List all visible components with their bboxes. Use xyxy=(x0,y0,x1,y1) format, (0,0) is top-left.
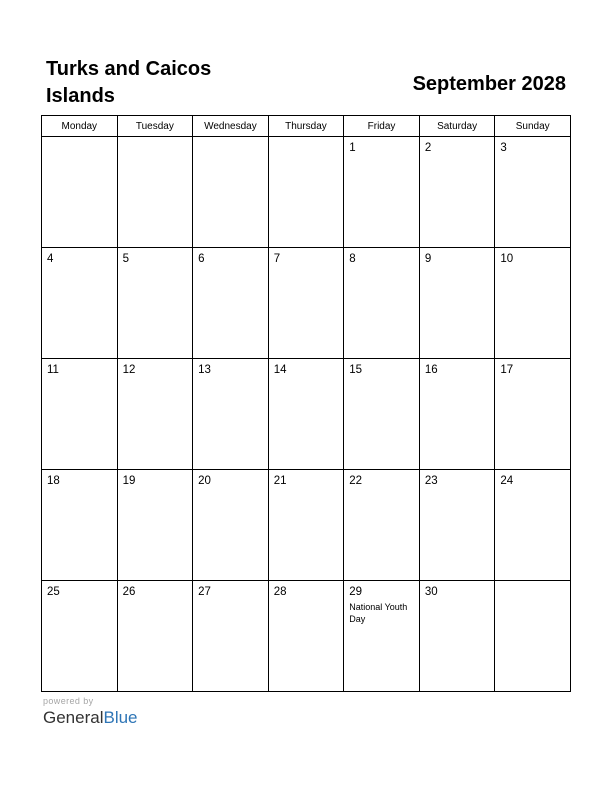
day-number: 22 xyxy=(349,475,363,487)
day-number: 12 xyxy=(122,364,136,376)
day-cell xyxy=(193,470,269,581)
week-row xyxy=(42,359,571,470)
day-cell xyxy=(419,248,495,359)
day-number: 3 xyxy=(500,142,507,154)
day-cell xyxy=(193,581,269,692)
day-number xyxy=(193,137,268,141)
day-cell xyxy=(268,137,344,248)
day-number: 13 xyxy=(198,364,211,376)
day-cell xyxy=(495,581,571,692)
day-cell xyxy=(42,581,118,692)
day-number: 2 xyxy=(424,142,432,154)
weekday-tuesday: Tuesday xyxy=(117,116,193,137)
brand-general-text: General xyxy=(43,708,104,727)
day-cell xyxy=(117,137,193,248)
day-cell xyxy=(344,470,420,581)
day-number: 10 xyxy=(500,253,514,265)
day-number: 11 xyxy=(47,364,59,376)
day-number: 28 xyxy=(273,586,287,598)
day-number: 27 xyxy=(198,586,211,598)
day-number xyxy=(42,137,117,141)
day-cell xyxy=(42,359,118,470)
holiday-label: National Youth Day xyxy=(349,602,408,624)
day-number: 8 xyxy=(349,253,356,265)
day-cell xyxy=(344,137,420,248)
day-cell xyxy=(268,470,344,581)
day-cell xyxy=(268,359,344,470)
day-cell xyxy=(193,137,269,248)
day-cell xyxy=(495,137,571,248)
day-cell xyxy=(344,359,420,470)
month-title: September 2028 xyxy=(412,73,566,95)
day-cell xyxy=(193,248,269,359)
day-number: 23 xyxy=(424,475,438,487)
weekday-wednesday: Wednesday xyxy=(193,116,269,137)
country-title: Turks and Caicos Islands xyxy=(46,58,212,107)
week-row xyxy=(42,581,571,692)
weekday-thursday: Thursday xyxy=(268,116,344,137)
weekday-sunday: Sunday xyxy=(495,116,571,137)
day-number: 19 xyxy=(122,475,136,487)
day-number: 5 xyxy=(122,253,129,265)
day-number: 14 xyxy=(273,364,287,376)
generalblue-logo[interactable] xyxy=(43,708,138,728)
day-cell xyxy=(419,470,495,581)
day-cell xyxy=(42,470,118,581)
day-cell xyxy=(419,137,495,248)
week-row xyxy=(42,470,571,581)
day-cell xyxy=(495,359,571,470)
day-cell xyxy=(268,248,344,359)
day-number: 26 xyxy=(122,586,136,598)
day-number: 21 xyxy=(273,475,287,487)
powered-by-text: powered by xyxy=(43,696,94,706)
day-number: 1 xyxy=(349,142,356,154)
day-number: 20 xyxy=(198,475,211,487)
day-cell xyxy=(495,248,571,359)
weekday-saturday: Saturday xyxy=(419,116,495,137)
day-number xyxy=(118,137,193,141)
week-row xyxy=(42,137,571,248)
day-number xyxy=(495,581,570,585)
weekday-monday: Monday xyxy=(42,116,118,137)
day-cell xyxy=(117,581,193,692)
day-cell xyxy=(42,248,118,359)
day-cell xyxy=(344,581,420,692)
day-number: 15 xyxy=(349,364,363,376)
day-cell xyxy=(495,470,571,581)
day-number: 9 xyxy=(424,253,432,265)
weekday-friday: Friday xyxy=(344,116,420,137)
day-cell xyxy=(344,248,420,359)
weekday-header-row xyxy=(42,116,571,137)
day-cell xyxy=(42,137,118,248)
day-number: 24 xyxy=(500,475,514,487)
day-number: 17 xyxy=(500,364,514,376)
day-cell xyxy=(193,359,269,470)
day-number: 18 xyxy=(47,475,60,487)
day-cell xyxy=(419,581,495,692)
footer-branding xyxy=(43,696,138,728)
day-number: 7 xyxy=(273,253,281,265)
calendar-grid xyxy=(41,115,571,692)
week-row xyxy=(42,248,571,359)
day-number: 25 xyxy=(47,586,60,598)
day-number: 4 xyxy=(47,253,54,265)
day-number: 16 xyxy=(424,364,438,376)
day-number xyxy=(269,137,344,141)
day-cell xyxy=(117,248,193,359)
day-number: 29 xyxy=(349,586,363,598)
day-cell xyxy=(268,581,344,692)
day-number: 6 xyxy=(198,253,205,265)
day-number: 30 xyxy=(424,586,438,598)
day-cell xyxy=(117,359,193,470)
day-cell xyxy=(117,470,193,581)
brand-blue-text: Blue xyxy=(103,708,138,727)
day-cell xyxy=(419,359,495,470)
